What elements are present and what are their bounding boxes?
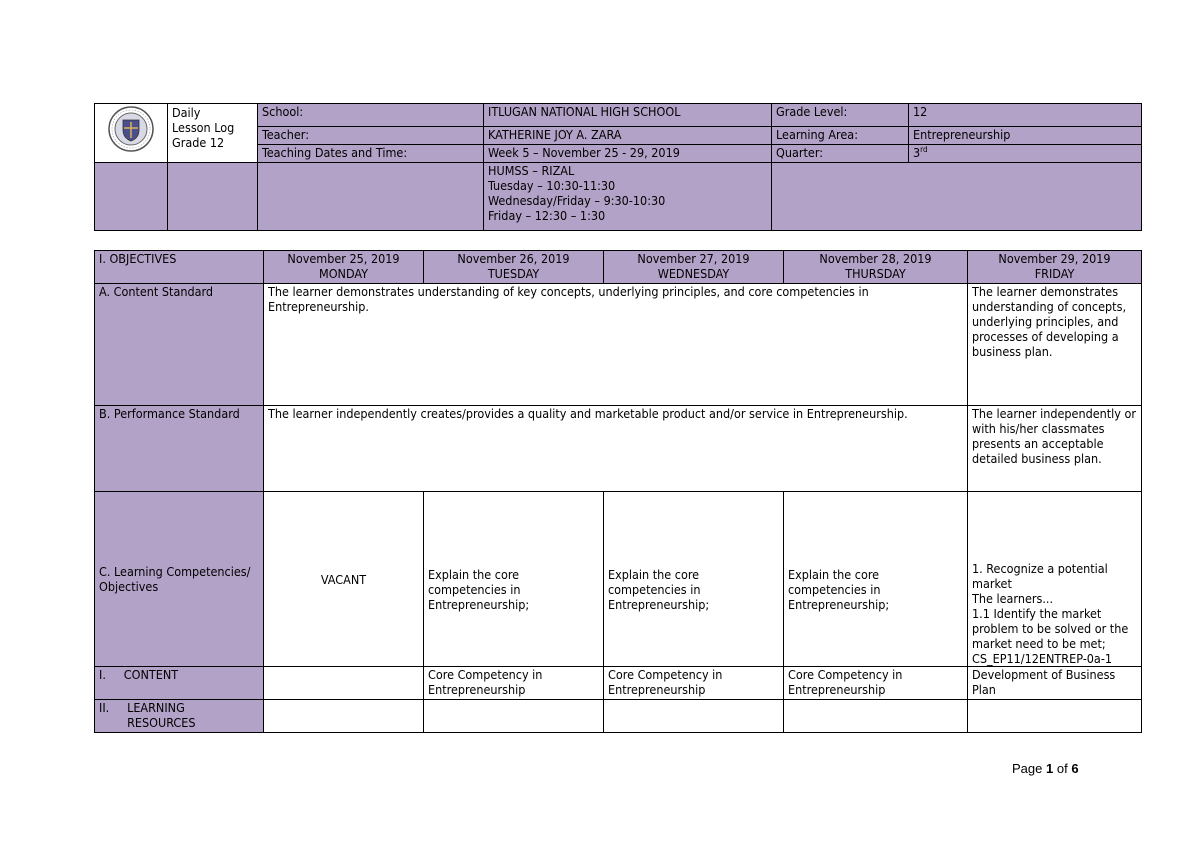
day-header-thursday: November 28, 2019 THURSDAY (784, 251, 968, 284)
performance-standard-friday: The learner independently or with his/her classmates presents an acceptable detailed business plan. (968, 406, 1142, 492)
resources-thursday (784, 700, 968, 733)
objectives-section-label: I. OBJECTIVES (95, 251, 264, 284)
day-header-monday: November 25, 2019 MONDAY (264, 251, 424, 284)
grade-level-value: 12 (909, 104, 1142, 127)
log-title: Daily Lesson Log Grade 12 (168, 104, 258, 163)
resources-label: II. LEARNING RESOURCES (95, 700, 264, 733)
learning-area-value: Entrepreneurship (909, 127, 1142, 145)
teacher-value: KATHERINE JOY A. ZARA (484, 127, 772, 145)
competencies-thursday: Explain the core competencies in Entrepreneurship; (784, 492, 968, 667)
resources-wednesday (604, 700, 784, 733)
page-number: Page 1 of 6 (1012, 761, 1079, 776)
content-thursday: Core Competency in Entrepreneurship (784, 667, 968, 700)
school-value: ITLUGAN NATIONAL HIGH SCHOOL (484, 104, 772, 127)
teacher-label: Teacher: (258, 127, 484, 145)
schedule-blank-cell (258, 163, 484, 231)
dates-value: Week 5 – November 25 - 29, 2019 (484, 145, 772, 163)
competencies-friday: 1. Recognize a potential market The learners... 1.1 Identify the market problem to be solved or the market need to be met; CS_EP11/12ENTREP-0a-1 (968, 492, 1142, 667)
resources-monday (264, 700, 424, 733)
dates-label: Teaching Dates and Time: (258, 145, 484, 163)
quarter-label: Quarter: (772, 145, 909, 163)
resources-friday (968, 700, 1142, 733)
competencies-monday: VACANT (264, 492, 424, 667)
school-label: School: (258, 104, 484, 127)
content-wednesday: Core Competency in Entrepreneurship (604, 667, 784, 700)
schedule-value: HUMSS – RIZAL Tuesday – 10:30-11:30 Wednesday/Friday – 9:30-10:30 Friday – 12:30 – 1:30 (484, 163, 772, 231)
resources-tuesday (424, 700, 604, 733)
content-label: I. CONTENT (95, 667, 264, 700)
content-standard-label: A. Content Standard (95, 284, 264, 406)
content-monday (264, 667, 424, 700)
content-friday: Development of Business Plan (968, 667, 1142, 700)
header-table (94, 103, 1142, 231)
learning-area-label: Learning Area: (772, 127, 909, 145)
content-standard-friday: The learner demonstrates understanding of concepts, underlying principles, and processes of developing a business plan. (968, 284, 1142, 406)
competencies-wednesday: Explain the core competencies in Entrepreneurship; (604, 492, 784, 667)
performance-standard-text: The learner independently creates/provides a quality and marketable product and/or service in Entrepreneurship. (264, 406, 968, 492)
day-header-tuesday: November 26, 2019 TUESDAY (424, 251, 604, 284)
competencies-label: C. Learning Competencies/ Objectives (95, 492, 264, 667)
objectives-table (94, 250, 1142, 733)
deped-seal (95, 104, 168, 163)
day-header-wednesday: November 27, 2019 WEDNESDAY (604, 251, 784, 284)
performance-standard-label: B. Performance Standard (95, 406, 264, 492)
competencies-tuesday: Explain the core competencies in Entrepreneurship; (424, 492, 604, 667)
quarter-value: 3rd (909, 145, 1142, 163)
content-standard-text: The learner demonstrates understanding of key concepts, underlying principles, and core competencies in Entrepreneurship. (264, 284, 968, 406)
day-header-friday: November 29, 2019 FRIDAY (968, 251, 1142, 284)
grade-level-label: Grade Level: (772, 104, 909, 127)
schedule-right-blank (772, 163, 1142, 231)
seal-icon (108, 106, 154, 152)
title-blank-cell (168, 163, 258, 231)
content-tuesday: Core Competency in Entrepreneurship (424, 667, 604, 700)
logo-blank-cell (95, 163, 168, 231)
